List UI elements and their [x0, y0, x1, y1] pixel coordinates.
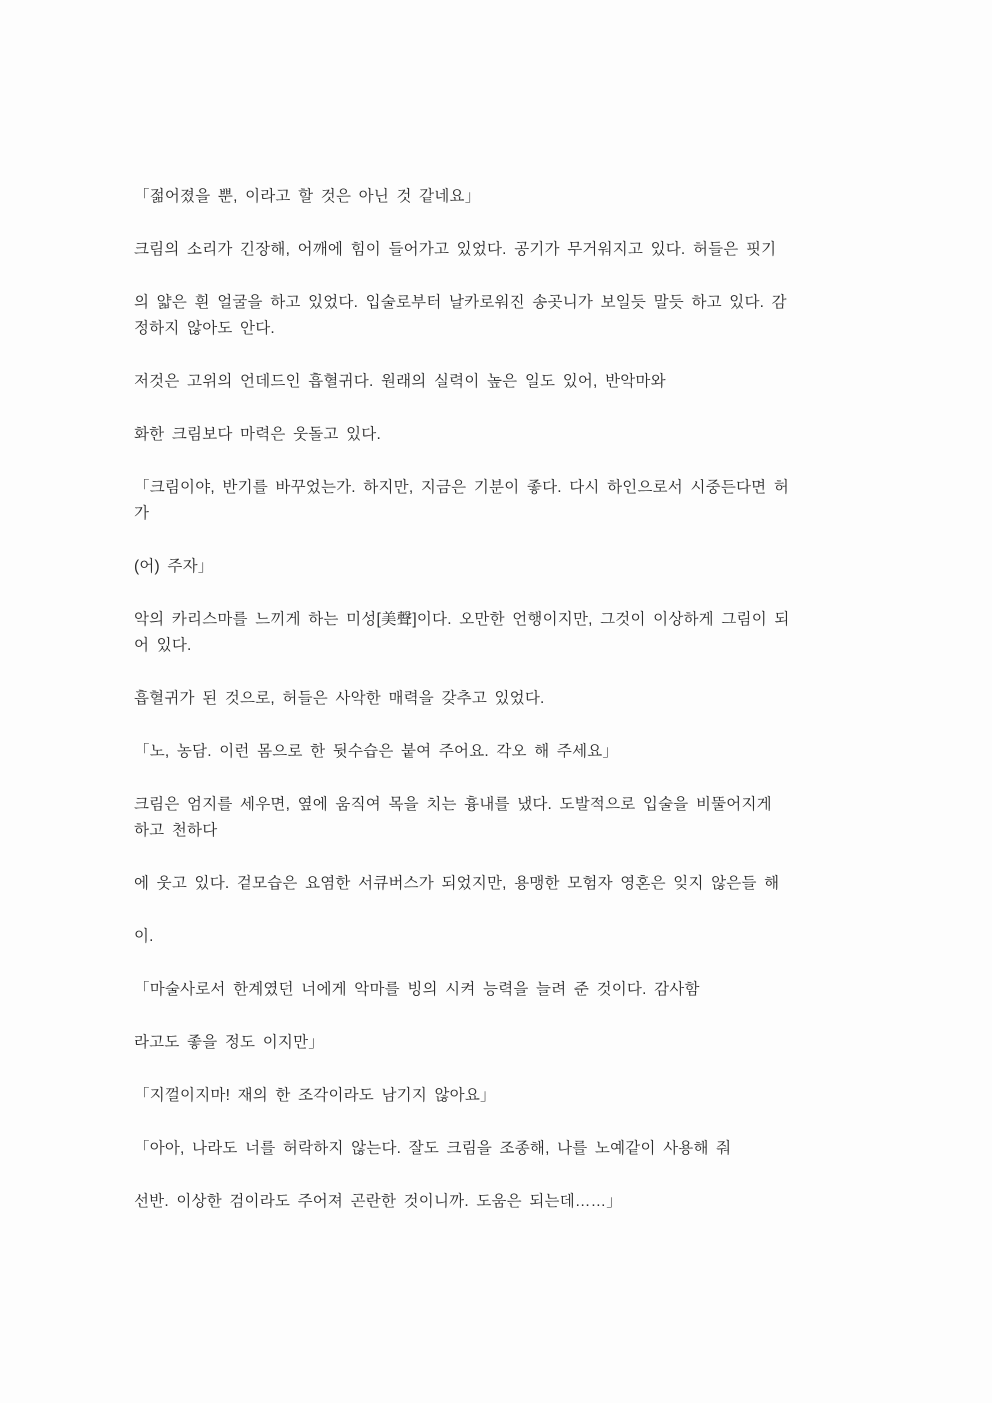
paragraph [134, 792, 892, 844]
paragraph [134, 369, 892, 395]
paragraph [134, 184, 892, 210]
dialogue-line: 「마술사로서 한계였던 너에게 악마를 빙의 시켜 능력을 늘려 준 것이다. 감사함 [134, 981, 700, 998]
dialogue-line: 「크림이야, 반기를 바꾸었는가. 하지만, 지금은 기분이 좋다. 다시 하인으로서 시중든다면 허 [134, 479, 790, 496]
narration-line: 선반. 이상한 검이라도 주어져 곤란한 것이니까. 도움은 되는데……」 [134, 1193, 622, 1210]
narration-line: 어 있다. [134, 637, 192, 654]
narration-line: 이. [134, 928, 154, 945]
narration-line: 크림은 엄지를 세우면, 옆에 움직여 목을 치는 흉내를 냈다. 도발적으로 입술을 비뚤어지게 [134, 796, 772, 813]
paragraph [134, 871, 892, 897]
paragraph [134, 237, 892, 263]
paragraph [134, 1136, 892, 1162]
dialogue-line: 「젊어졌을 뿐, 이라고 할 것은 아닌 것 같네요」 [134, 188, 481, 205]
dialogue-line: 가 [134, 505, 150, 522]
paragraph [134, 686, 892, 712]
dialogue-line: 「아아, 나라도 너를 허락하지 않는다. 잘도 크림을 조종해, 나를 노예같이 사용해 줘 [134, 1140, 732, 1157]
narration-line: 의 얇은 흰 얼굴을 하고 있었다. 입술로부터 날카로워진 송곳니가 보일듯 말듯 하고 있다. 감 [134, 294, 787, 311]
narration-line: 저것은 고위의 언데드인 흡혈귀다. 원래의 실력이 높은 일도 있어, 반악마와 [134, 373, 666, 390]
paragraph [134, 554, 892, 580]
narration-line: 에 웃고 있다. 겉모습은 요염한 서큐버스가 되었지만, 용맹한 모험자 영혼은 잊지 않은들 해 [134, 875, 780, 892]
narration-line: 하고 천하다 [134, 822, 218, 839]
text-content [134, 184, 892, 1242]
paragraph [134, 1030, 892, 1056]
dialogue-line: 「노, 농담. 이런 몸으로 한 뒷수습은 붙여 주어요. 각오 해 주세요」 [134, 743, 619, 760]
paragraph [134, 977, 892, 1003]
dialogue-line: (어) 주자」 [134, 558, 214, 575]
paragraph [134, 290, 892, 342]
narration-line: 흡혈귀가 된 것으로, 허들은 사악한 매력을 갖추고 있었다. [134, 690, 545, 707]
narration-line: 정하지 않아도 안다. [134, 320, 275, 337]
narration-line: 화한 크림보다 마력은 웃돌고 있다. [134, 426, 381, 443]
paragraph [134, 739, 892, 765]
paragraph [134, 1189, 892, 1215]
paragraph [134, 422, 892, 448]
paragraph [134, 1083, 892, 1109]
paragraph [134, 475, 892, 527]
dialogue-line: 「지껄이지마! 재의 한 조각이라도 남기지 않아요」 [134, 1087, 496, 1104]
narration-line: 악의 카리스마를 느끼게 하는 미성[美聲]이다. 오만한 언행이지만, 그것이 이상하게 그림이 되 [134, 611, 790, 628]
narration-line: 크림의 소리가 긴장해, 어깨에 힘이 들어가고 있었다. 공기가 무거워지고 있다. 허들은 핏기 [134, 241, 777, 258]
paragraph [134, 607, 892, 659]
dialogue-line: 라고도 좋을 정도 이지만」 [134, 1034, 324, 1051]
paragraph [134, 924, 892, 950]
